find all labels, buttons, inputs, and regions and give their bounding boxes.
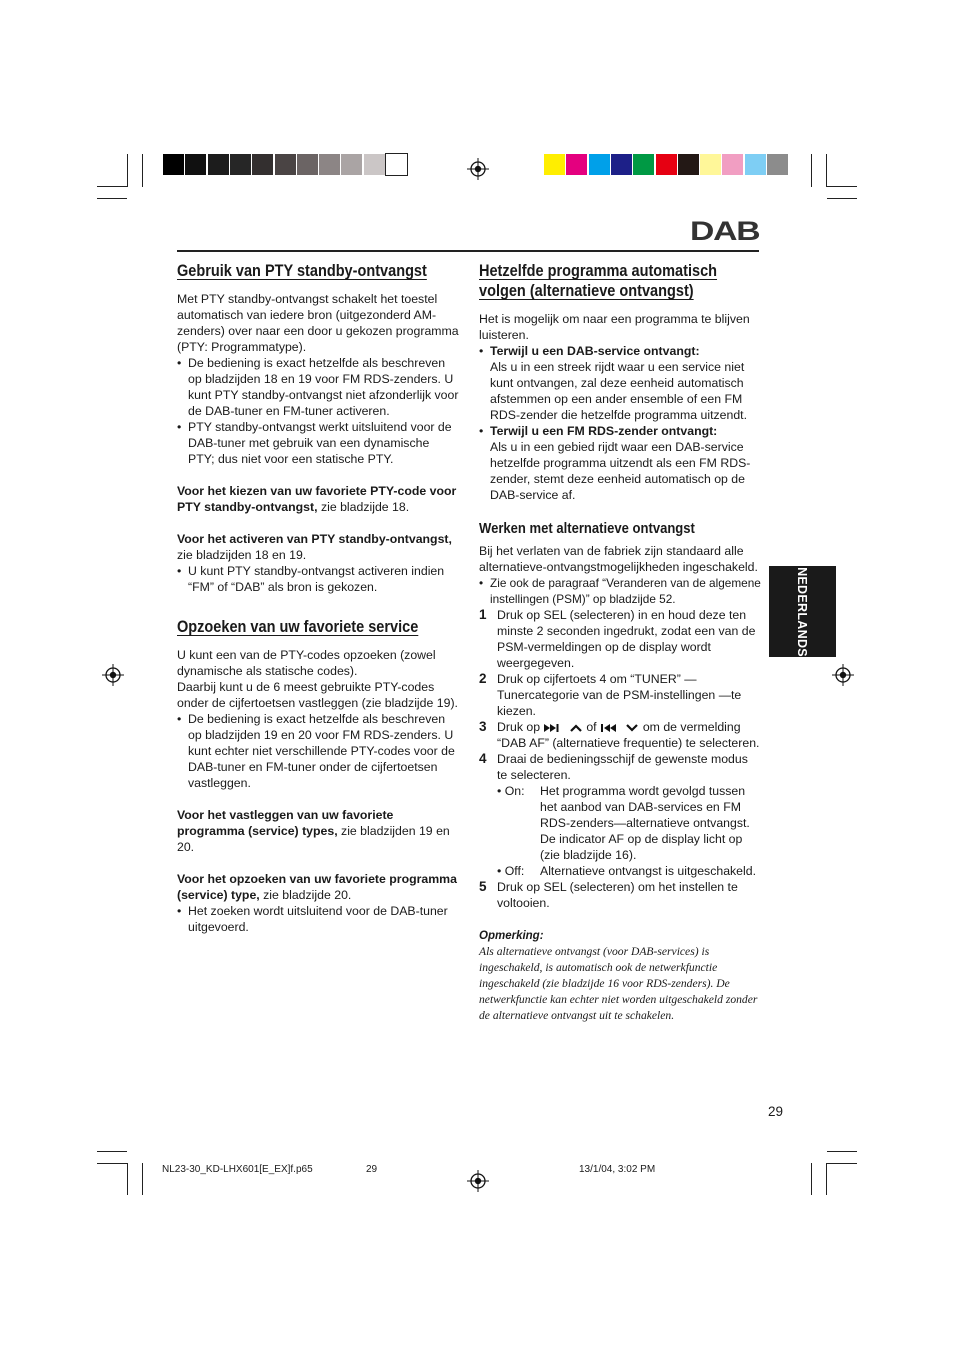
registration-target-icon	[467, 158, 489, 180]
bullet-item: • PTY standby-ontvangst werkt uitsluitend voor de DAB-tuner met gebruik van een dynamische PTY; dus niet voor een statische PTY.	[177, 419, 459, 467]
calibration-swatch	[589, 154, 610, 175]
calibration-swatch	[297, 154, 318, 175]
registration-target-icon	[467, 1170, 489, 1192]
calibration-swatch	[544, 154, 565, 175]
bullet-item: • Terwijl u een FM RDS-zender ontvangt: Als u in een gebied rijdt waar een DAB-service hetzelfde programma uitzendt als een FM RDS-zender, stemt deze eenheid automatisch op de DAB-service af.	[479, 423, 761, 503]
bullet-item: • Terwijl u een DAB-service ontvangt: Als u in een streek rijdt waar u een service niet kunt ontvangen, zal deze eenheid automatisch afstemmen op een ander ensemble of een FM RDS-zender die hetzelfde programma uitzendt.	[479, 343, 761, 423]
bullet-item: • De bediening is exact hetzelfde als beschreven op bladzijden 19 en 20 voor FM RDS-zenders. U kunt echter niet verschillende PTY-codes voor de DAB-tuner en FM-tuner onder de cijfertoetsen vastleggen.	[177, 711, 459, 791]
reference-paragraph: Voor het vastleggen van uw favoriete programma (service) types, zie bladzijden 19 en 20.	[177, 808, 450, 854]
step-3: 3 Druk op of om de vermelding “DAB AF” (alternatieve frequentie) te selecteren.	[479, 719, 760, 750]
calibration-swatch	[364, 154, 385, 175]
step-2: 2 Druk op cijfertoets 4 om “TUNER” —Tunercategorie van de PSM-instellingen —te kiezen.	[479, 671, 742, 718]
paragraph: Bij het verlaten van de fabriek zijn standaard alle alternatieve-ontvangstmogelijkheden ingeschakeld.	[479, 544, 758, 574]
calibration-swatch	[611, 154, 632, 175]
skip-back-icon	[600, 723, 622, 733]
calibration-swatch	[252, 154, 273, 175]
left-column	[177, 261, 459, 935]
reference-paragraph: Voor het opzoeken van uw favoriete programma (service) type, zie bladzijde 20.	[177, 872, 457, 902]
language-tab: NEDERLANDS	[769, 566, 836, 657]
calibration-swatch	[700, 154, 721, 175]
calibration-swatch	[656, 154, 677, 175]
chevron-down-icon	[625, 723, 639, 733]
calibration-swatch	[230, 154, 251, 175]
note-title: Opmerking:	[479, 930, 544, 942]
bullet-item: • Het zoeken wordt uitsluitend voor de DAB-tuner uitgevoerd.	[177, 903, 459, 935]
chevron-up-icon	[569, 723, 583, 733]
footer-date: 13/1/04, 3:02 PM	[579, 1164, 656, 1175]
footer-filename: NL23-30_KD-LHX601[E_EX]f.p65	[162, 1164, 313, 1175]
calibration-swatch	[208, 154, 229, 175]
bullet-item: • U kunt PTY standby-ontvangst activeren indien “FM” of “DAB” als bron is gekozen.	[177, 563, 459, 595]
step-4: 4 Draai de bedieningsschijf de gewenste modus te selecteren.	[479, 751, 748, 782]
registration-target-icon	[102, 664, 124, 686]
registration-target-icon	[832, 664, 854, 686]
reference-paragraph: Voor het kiezen van uw favoriete PTY-code voor PTY standby-ontvangst, zie bladzijde 18.	[177, 484, 457, 514]
calibration-swatch	[185, 154, 206, 175]
paragraph: Met PTY standby-ontvangst schakelt het toestel automatisch van iedere bron (uitgezonderd AM-zenders) over naar een door u gekozen programma (PTY: Programmatype).	[177, 292, 459, 354]
heading-pty-standby: Gebruik van PTY standby-ontvangst	[177, 262, 427, 280]
calibration-swatch	[767, 154, 788, 175]
calibration-swatch	[566, 154, 587, 175]
option-off: • Off: Alternatieve ontvangst is uitgeschakeld.	[497, 864, 757, 878]
heading-favorite-service: Opzoeken van uw favoriete service	[177, 618, 419, 636]
subheading-werken-met-af: Werken met alternatieve ontvangst	[479, 521, 695, 537]
calibration-swatch	[745, 154, 766, 175]
footer-page: 29	[366, 1164, 378, 1175]
calibration-swatch	[386, 154, 407, 175]
calibration-swatch	[163, 154, 184, 175]
header-rule	[177, 250, 759, 252]
calibration-swatch	[633, 154, 654, 175]
page-number: 29	[768, 1104, 784, 1119]
reference-paragraph: Voor het activeren van PTY standby-ontvangst, zie bladzijden 18 en 19.	[177, 532, 452, 562]
paragraph: Het is mogelijk om naar een programma te blijven luisteren.	[479, 312, 750, 342]
skip-forward-icon	[543, 723, 565, 733]
bullet-item: • Zie ook de paragraaf “Veranderen van de algemene instellingen (PSM)” op bladzijde 52.	[479, 575, 761, 607]
step-1: 1 Druk op SEL (selecteren) in en houd deze ten minste 2 seconden ingedrukt, zodat een van de PSM-vermeldingen op de display wordt weergegeven.	[479, 607, 756, 670]
bullet-item: • De bediening is exact hetzelfde als beschreven op bladzijden 18 en 19 voor FM RDS-zenders. U kunt PTY standby-ontvangst niet afzonderlijk voor de DAB-tuner en FM-tuner activeren.	[177, 355, 459, 419]
calibration-swatch	[319, 154, 340, 175]
note-text: Als alternatieve ontvangst (voor DAB-services) is ingeschakeld, is automatisch ook de netwerkfunctie ingeschakeld (zie bladzijde 16 voor RDS-zenders). De netwerkfunctie kan echter niet worden uitgeschakeld zonder de alternatieve ontvangst uit te schakelen.	[479, 945, 758, 1022]
dab-logo: DAB	[690, 216, 760, 246]
paragraph: U kunt een van de PTY-codes opzoeken (zowel dynamische als statische codes).	[177, 648, 436, 678]
paragraph: Daarbij kunt u de 6 meest gebruikte PTY-codes onder de cijfertoetsen vastleggen (zie bladzijde 19).	[177, 680, 458, 710]
heading-alternative-reception: Hetzelfde programma automatisch volgen (alternatieve ontvangst)	[479, 262, 718, 300]
calibration-swatch	[722, 154, 743, 175]
step-5: 5 Druk op SEL (selecteren) om het instellen te voltooien.	[479, 879, 738, 910]
calibration-swatch	[341, 154, 362, 175]
right-column	[479, 261, 761, 1024]
calibration-swatch	[678, 154, 699, 175]
option-on: • On: Het programma wordt gevolgd tussen het aanbod van DAB-services en FM RDS-zenders—alternatieve ontvangst. De indicator AF op de display licht op (zie bladzijde 16).	[497, 784, 750, 862]
calibration-swatch	[275, 154, 296, 175]
